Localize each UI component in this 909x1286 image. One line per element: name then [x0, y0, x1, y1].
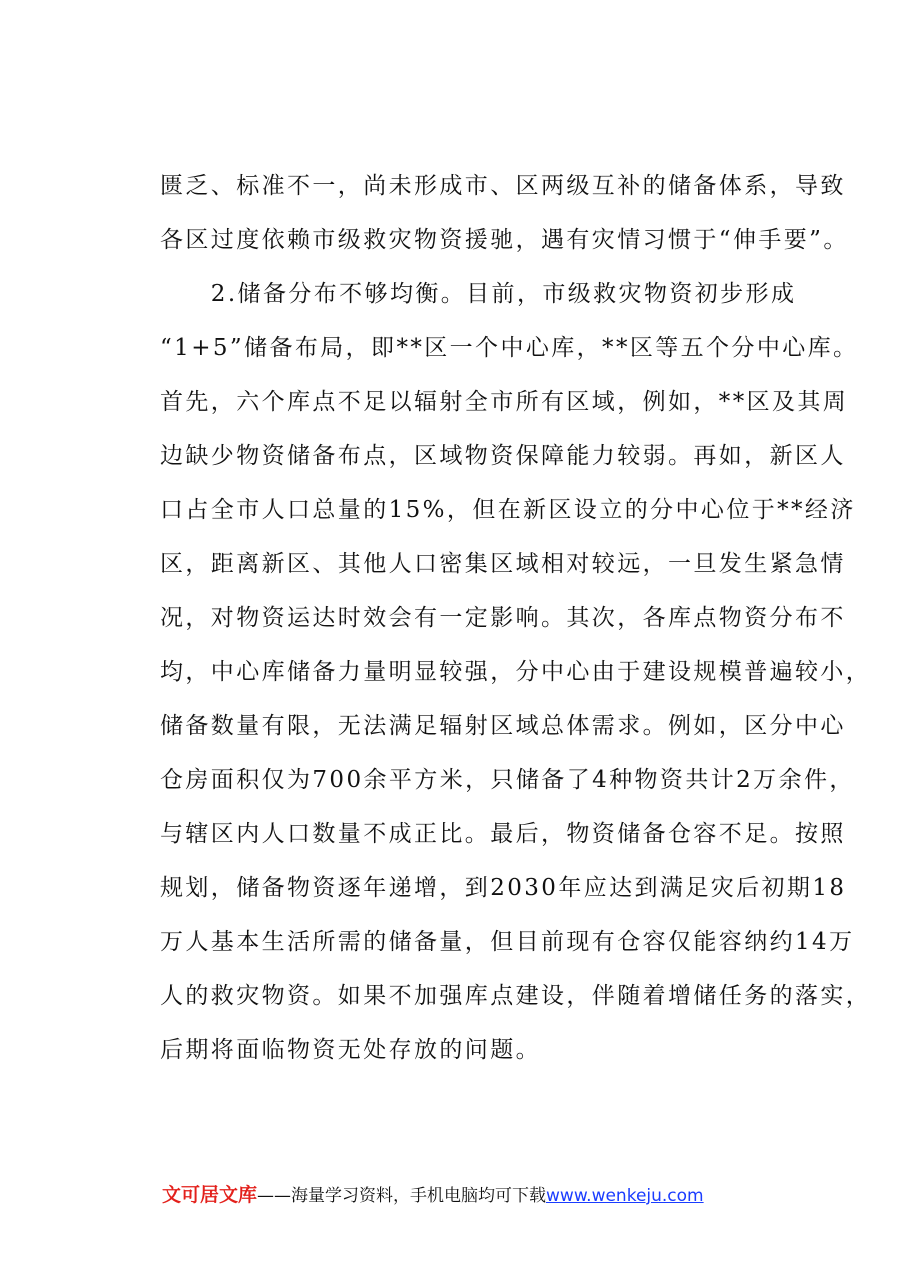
text-line: 与辖区内人口数量不成正比。最后，物资储备仓容不足。按照 [160, 821, 846, 847]
text-line: 万人基本生活所需的储备量，但目前现有仓容仅能容纳约14万 [160, 929, 855, 955]
text-line: 规划，储备物资逐年递增，到2030年应达到满足灾后初期18 [160, 875, 847, 901]
text-line: “1+5”储备布局，即**区一个中心库，**区等五个分中心库。 [160, 335, 859, 361]
text-line: 2.储备分布不够均衡。目前，市级救灾物资初步形成 [160, 281, 797, 307]
body-text [160, 164, 872, 1082]
text-line: 人的救灾物资。如果不加强库点建设，伴随着增储任务的落实， [160, 983, 872, 1009]
brand-name: 文可居文库 [162, 1184, 258, 1206]
footer-banner [162, 1183, 704, 1208]
text-line: 边缺少物资储备布点，区域物资保障能力较弱。再如，新区人 [160, 443, 846, 469]
text-line: 储备数量有限，无法满足辐射区域总体需求。例如，区分中心 [160, 713, 846, 739]
text-line: 区，距离新区、其他人口密集区域相对较远，一旦发生紧急情 [160, 551, 846, 577]
text-line: 况，对物资运达时效会有一定影响。其次，各库点物资分布不 [160, 605, 846, 631]
text-line: 首先，六个库点不足以辐射全市所有区域，例如，**区及其周 [160, 389, 849, 415]
website-link[interactable]: www.wenkeju.com [546, 1186, 704, 1206]
text-line: 后期将面临物资无处存放的问题。 [160, 1037, 541, 1063]
footer-tagline: ——海量学习资料，手机电脑均可下载 [257, 1186, 547, 1206]
text-line: 仓房面积仅为700余平方米，只储备了4种物资共计2万余件， [160, 767, 855, 793]
text-line: 各区过度依赖市级救灾物资援驰，遇有灾情习惯于“伸手要”。 [160, 227, 849, 253]
text-line: 口占全市人口总量的15%，但在新区设立的分中心位于**经济 [160, 497, 856, 523]
text-line: 匮乏、标准不一，尚未形成市、区两级互补的储备体系，导致 [160, 173, 846, 199]
text-line: 均，中心库储备力量明显较强，分中心由于建设规模普遍较小， [160, 659, 872, 685]
